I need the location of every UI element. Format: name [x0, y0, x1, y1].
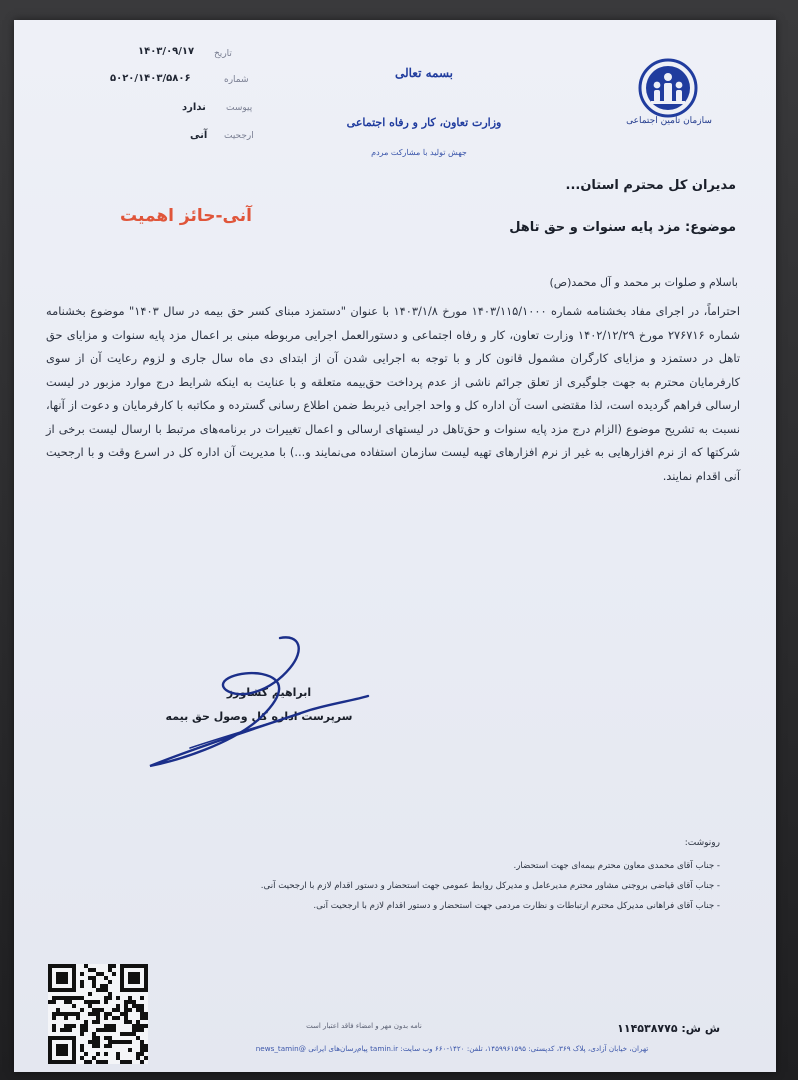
- attachment-label: پیوست: [226, 103, 253, 113]
- urgency-stamp: آنی-حائز اهمیت: [120, 206, 252, 226]
- logo-caption: سازمان تامین اجتماعی: [626, 116, 712, 126]
- cc-item: - جناب آقای محمدی معاون محترم بیمه‌ای جهت استحضار.: [80, 856, 720, 876]
- social-security-logo-icon: [638, 58, 698, 118]
- number-label: شماره: [224, 75, 249, 85]
- date-label-wrap: [214, 48, 232, 59]
- priority-label: ارجحیت: [224, 131, 254, 141]
- footer-address: تهران، خیابان آزادی، پلاک ۳۶۹، کدپستی: ۱۴۵۹۹۶۱۵۹۵، تلفن: ۱۴۲۰-۶۶۰ وب سایت: tamin.ir پیام‌رسان‌های ایرانی @news_tamin: [255, 1044, 649, 1053]
- subject-text: مزد پایه سنوات و حق تاهل: [509, 220, 681, 235]
- handwritten-signature-icon: [130, 630, 380, 770]
- cc-list: [80, 856, 720, 916]
- qr-code-icon: [48, 964, 148, 1064]
- signer-name: ابراهیم کشاورز: [226, 686, 312, 699]
- slogan: جهش تولید با مشارکت مردم: [371, 148, 467, 157]
- date-value: ۱۴۰۳/۰۹/۱۷: [138, 46, 195, 57]
- priority-value: آنی: [190, 130, 208, 141]
- date-label: تاریخ: [214, 49, 232, 59]
- cc-item: - جناب آقای فراهانی مدیرکل محترم ارتباطات و نظارت مردمی جهت استحضار و دستور اقدام لازم با ارجحیت آنی.: [80, 896, 720, 916]
- letter-page: [14, 20, 776, 1072]
- tracking-number: ش ش: ۱۱۴۵۳۸۷۷۵: [617, 1022, 720, 1035]
- subject-label: موضوع:: [685, 220, 736, 235]
- basmala: بسمه تعالی: [394, 66, 454, 80]
- cc-item: - جناب آقای قیاضی بروجنی مشاور محترم مدیرعامل و مدیرکل روابط عمومی جهت استحضار و دستور اقدام لازم با ارجحیت آنی.: [80, 876, 720, 896]
- letter-body: احتراماً، در اجرای مفاد بخشنامه شماره ۱۴۰۳/۱۱۵/۱۰۰۰ مورخ ۱۴۰۳/۱/۸ با عنوان "دستمزد مبنای کسر حق بیمه در سال ۱۴۰۳" موضوع بخشنامه شماره ۲۷۶۷۱۶ مورخ ۱۴۰۲/۱۲/۲۹ وزارت تعاون، کار و رفاه اجتماعی و دستورالعمل اجرایی مربوطه مبنی بر اعمال مزد پایه سنوات و مزایای حق تاهل در دستمزد و مزایای کارگران مشمول قانون کار و با توجه به اجرایی شدن آن از ابتدای دی ماه سال جاری و لزوم رعایت آن از سوی کارفرمایان محترم به جهت جلوگیری از تعلق جرائم ناشی از عدم پرداخت حق‌بیمه متعلقه و با عنایت به اینکه شرایط درج موارد مزبور در لیست ارسالی فراهم گردیده است، لذا مقتضی است آن اداره کل و واحد اجرایی ذیربط ضمن اطلاع رسانی گسترده و مکاتبه با کارفرمایان و دعوت از آنها، نسبت به تشریح موضوع (الزام درج مزد پایه سنوات و حق‌تاهل در لیستهای ارسالی و اعمال تغییرات در برنامه‌های مرتبط با ارسال لیست برخی از شرکتها که از نرم افزارهایی به غیر از نرم افزارهای تهیه لیست سازمان استفاده می‌نمایند و...) با مدیریت آن اداره کل در اسرع وقت و با ارجحیت آنی اقدام نمایند.: [46, 304, 740, 483]
- number-value: ۵۰۲۰/۱۴۰۳/۵۸۰۶: [110, 73, 191, 84]
- validity-note: نامه بدون مهر و امضاء فاقد اعتبار است: [306, 1022, 422, 1030]
- ministry-name: وزارت تعاون، کار و رفاه اجتماعی: [346, 116, 502, 129]
- cc-title: رونوشت:: [684, 838, 720, 848]
- signer-title: سرپرست اداره کل وصول حق بیمه: [165, 710, 353, 723]
- greeting: باسلام و صلوات بر محمد و آل محمد(ص): [549, 276, 738, 289]
- subject-line: [509, 220, 736, 235]
- attachment-value: ندارد: [182, 102, 206, 113]
- addressee: مدیران کل محترم استان...: [565, 178, 736, 193]
